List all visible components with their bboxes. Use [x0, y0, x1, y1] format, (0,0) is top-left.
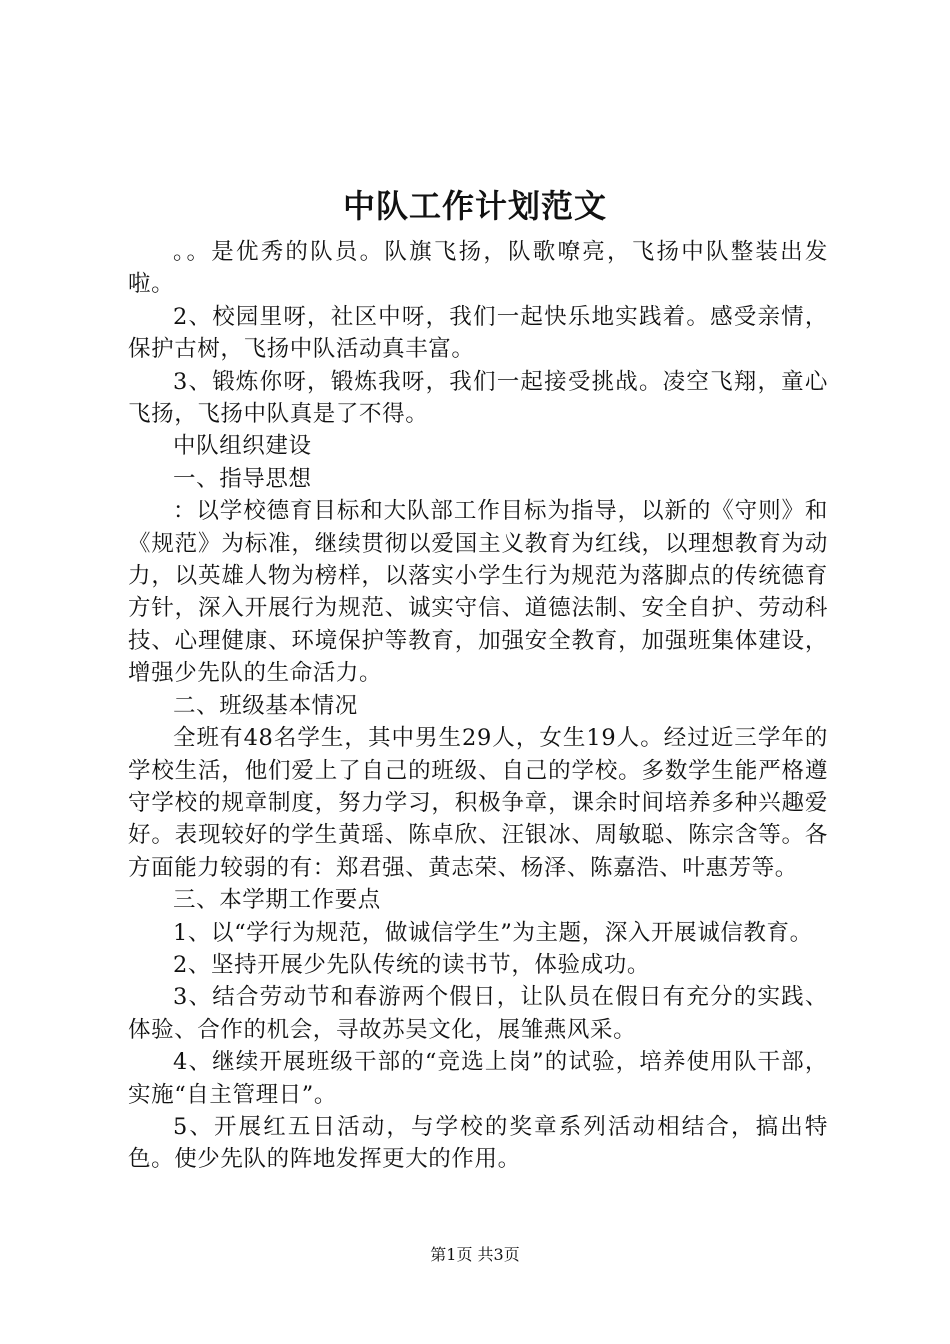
paragraph-item-3: 3、锻炼你呀，锻炼我呀，我们一起接受挑战。凌空飞翔，童心飞扬，飞扬中队真是了不得。: [128, 368, 828, 428]
document-title: 中队工作计划范文: [342, 187, 607, 225]
section-heading-key-points: 三、本学期工作要点: [173, 887, 381, 914]
section-heading-class-info: 二、班级基本情况: [173, 692, 358, 719]
key-point-2: 2、坚持开展少先队传统的读书节，体验成功。: [173, 951, 650, 978]
paragraph-class-info: 全班有48名学生，其中男生29人，女生19人。经过近三学年的学校生活，他们爱上了自己的班级、自己的学校。多数学生能严格遵守学校的规章制度，努力学习，积极争章，课余时间培养多种兴趣爱好。表现较好的学生黄瑶、陈卓欣、汪银冰、周敏聪、陈宗含等。各方面能力较弱的有：郑君强、黄志荣、杨泽、陈嘉浩、叶惠芳等。: [128, 725, 828, 881]
paragraph-intro: 。。是优秀的队员。队旗飞扬，队歌嘹亮，飞扬中队整装出发啦。: [128, 239, 828, 298]
section-heading-organization: 中队组织建设: [173, 433, 312, 460]
paragraph-item-2: 2、校园里呀，社区中呀，我们一起快乐地实践着。感受亲情，保护古树，飞扬中队活动真丰富。: [128, 303, 828, 363]
key-point-3: 3、结合劳动节和春游两个假日，让队员在假日有充分的实践、体验、合作的机会，寻故苏吴文化，展雏燕风采。: [128, 984, 828, 1043]
page-footer: 第1页 共3页: [430, 1245, 520, 1264]
key-point-4: 4、继续开展班级干部的“竞选上岗”的试验，培养使用队干部，实施“自主管理日”。: [128, 1049, 828, 1108]
document-body: [128, 236, 828, 1176]
paragraph-guiding-ideology: ：以学校德育目标和大队部工作目标为指导，以新的《守则》和《规范》为标准，继续贯彻以爱国主义教育为红线，以理想教育为动力，以英雄人物为榜样，以落实小学生行为规范为落脚点的传统德育方针，深入开展行为规范、诚实守信、道德法制、安全自护、劳动科技、心理健康、环境保护等教育，加强安全教育，加强班集体建设，增强少先队的生命活力。: [128, 498, 828, 687]
section-heading-guiding-ideology: 一、指导思想: [173, 465, 312, 492]
key-point-1: 1、以“学行为规范，做诚信学生”为主题，深入开展诚信教育。: [173, 919, 813, 946]
key-point-5: 5、开展红五日活动，与学校的奖章系列活动相结合，搞出特色。使少先队的阵地发挥更大的作用。: [128, 1113, 828, 1173]
